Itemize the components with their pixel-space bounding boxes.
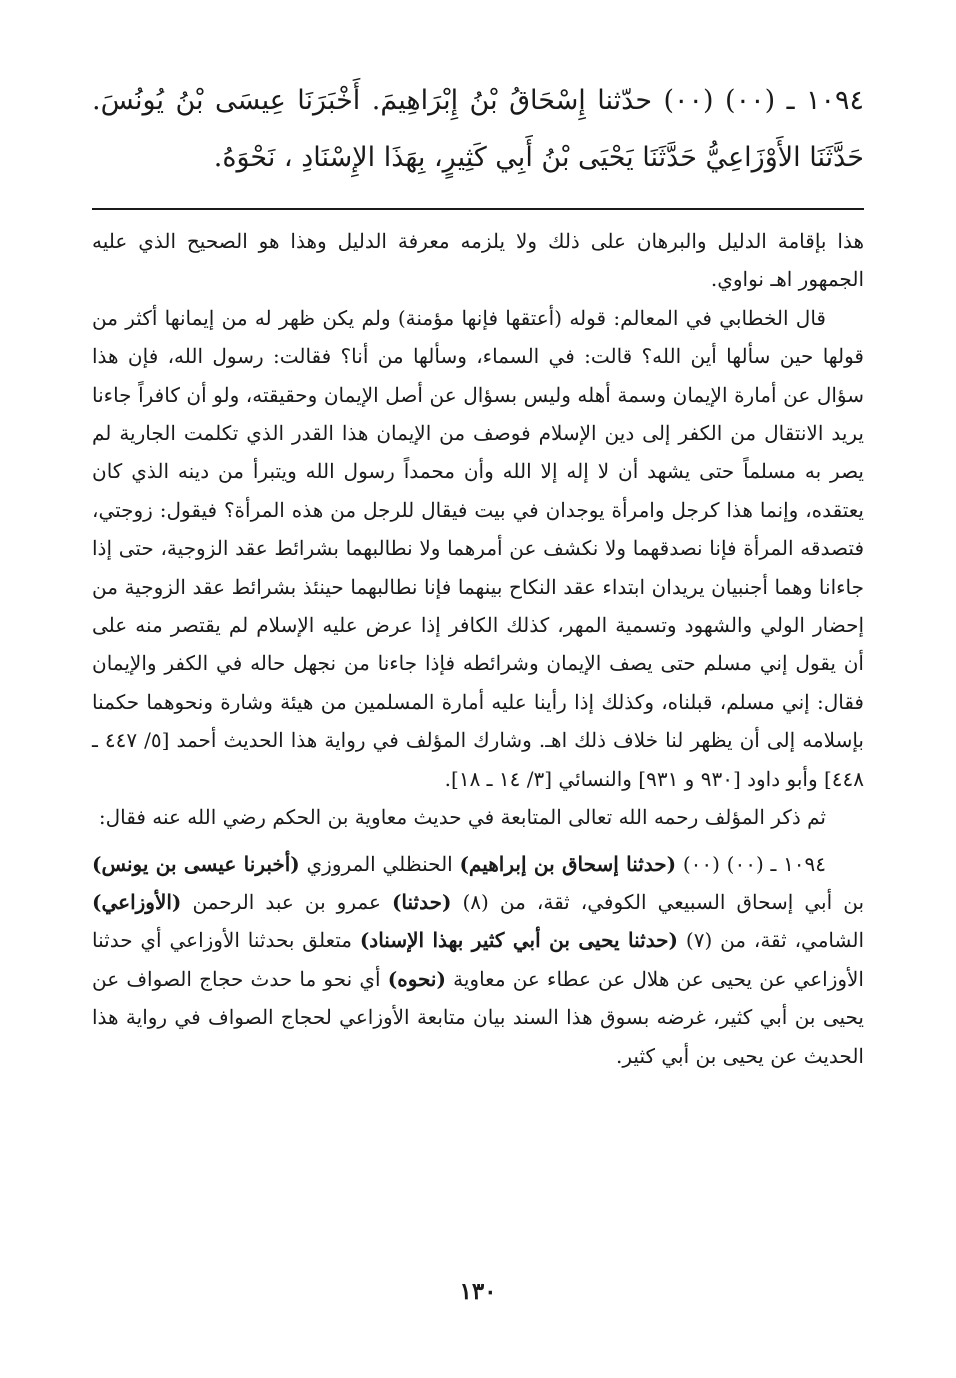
commentary-section — [92, 222, 864, 1075]
narrator-note-4: الشامي، ثقة، من (٧) — [685, 928, 865, 953]
footnote-divider — [92, 208, 864, 210]
narrator-note-5: متعلق بحدثنا الأوزاعي أي حدثنا الأوزاعي عن يحيى عن هلال عن عطاء عن معاوية — [92, 928, 864, 991]
narrator-note-6: أي نحو ما حدث حجاج الصواف عن يحيى بن أبي كثير، غرضه بسوق هذا السند بيان متابعة الأوزاعي لحجاج الصواف في رواية هذا الحديث عن يحيى بن أبي كثير. — [92, 966, 864, 1068]
narrator-note-2: بن أبي إسحاق السبيعي الكوفي، ثقة، من (٨) — [462, 889, 865, 914]
commentary-paragraph-2: قال الخطابي في المعالم: قوله (أعتقها فإنها مؤمنة) ولم يكن ظهر له من إيمانها أكثر من قولها حين سألها أين الله؟ قالت: في السماء، وسألها من أنا؟ فقالت: رسول الله، فإن هذا سؤال عن أمارة الإيمان وسمة أهله وليس بسؤال عن أصل الإيمان وحقيقته، ولو أن كافراً جاءنا يريد الانتقال من الكفر إلى دين الإسلام فوصف من الإيمان هذا القدر الذي تكلمت الجارية لم يصر به مسلماً حتى يشهد أن لا إله إلا الله وأن محمداً رسول الله ويتبرأ من دينه الذي كان يعتقده، وإنما هذا كرجل وامرأة يوجدان في بيت فيقال للرجل من هذه المرأة؟ فيقول: زوجتي، فتصدقه المرأة فإنا نصدقهما ولا نكشف عن أمرهما ولا نطالبهما بشرائط عقد الزوجية، حتى إذا جاءانا وهما أجنبيان يريدان ابتداء عقد النكاح بينهما فإنا نطالبهما حينئذ بشرائط عقد الزوجية من إحضار الولي والشهود وتسمية المهر، كذلك الكافر إذا عرض عليه الإسلام لم يقتصر منه على أن يقول إني مسلم حتى يصف الإيمان وشرائطه فإذا جاءنا من نجهل حاله في الكفر والإيمان فقال: إني مسلم، قبلناه، وكذلك إذا رأينا عليه أمارة المسلمين من هيئة وشارة ونحوهما حكمنا بإسلامه إلى أن يظهر لنا خلاف ذلك اهـ. وشارك المؤلف في رواية هذا الحديث أحمد [٥/ ٤٤٧ ـ ٤٤٨] وأبو داود [٩٣٠ و ٩٣١] والنسائي [٣/ ١٤ ـ ١٨]. — [92, 305, 864, 791]
narrator-chain-5: (حدثنا يحيى بن أبي كثير بهذا الإسناد) — [359, 928, 679, 953]
page-number: ١٣٠ — [459, 1278, 497, 1305]
narrator-chain-1: (حدثنا إسحاق بن إبراهيم) — [459, 851, 677, 876]
narrator-chain-3: (حدثنا) — [391, 889, 452, 914]
hadith-number-ref: ١٠٩٤ ـ (٠٠) (٠٠) — [682, 851, 827, 876]
commentary-paragraph-3: ثم ذكر المؤلف رحمه الله تعالى المتابعة في حديث معاوية بن الحكم رضي الله عنه فقال: — [98, 805, 826, 830]
narrator-note-1: الحنظلي المروزي — [306, 851, 453, 876]
narrator-note-3: عمرو بن عبد الرحمن — [192, 889, 381, 914]
narrator-chain-6: (نحوه) — [387, 966, 446, 991]
narrator-chain-2: (أخبرنا عيسى بن يونس) — [92, 851, 300, 876]
hadith-text: ١٠٩٤ ـ (٠٠) (٠٠) حدّثنا إِسْحَاقُ بْنُ إِبْرَاهِيمَ. أَخْبَرَنَا عِيسَى بْنُ يُونُسَ. حَدَّثَنَا الأَوْزَاعِيُّ حَدَّثَنَا يَحْيَى بْنُ أَبِي كَثِيرٍ، بِهَذَا الإِسْنَادِ ، نَحْوَهُ. — [92, 85, 864, 173]
narrator-chain-4: (الأوزاعي) — [92, 889, 182, 914]
book-page — [92, 72, 864, 1332]
commentary-paragraph-1: هذا بإقامة الدليل والبرهان على ذلك ولا يلزمه معرفة الدليل وهذا هو الصحيح الذي عليه الجمهور اهـ نواوي. — [92, 229, 864, 292]
commentary-paragraph-4 — [92, 845, 864, 1075]
